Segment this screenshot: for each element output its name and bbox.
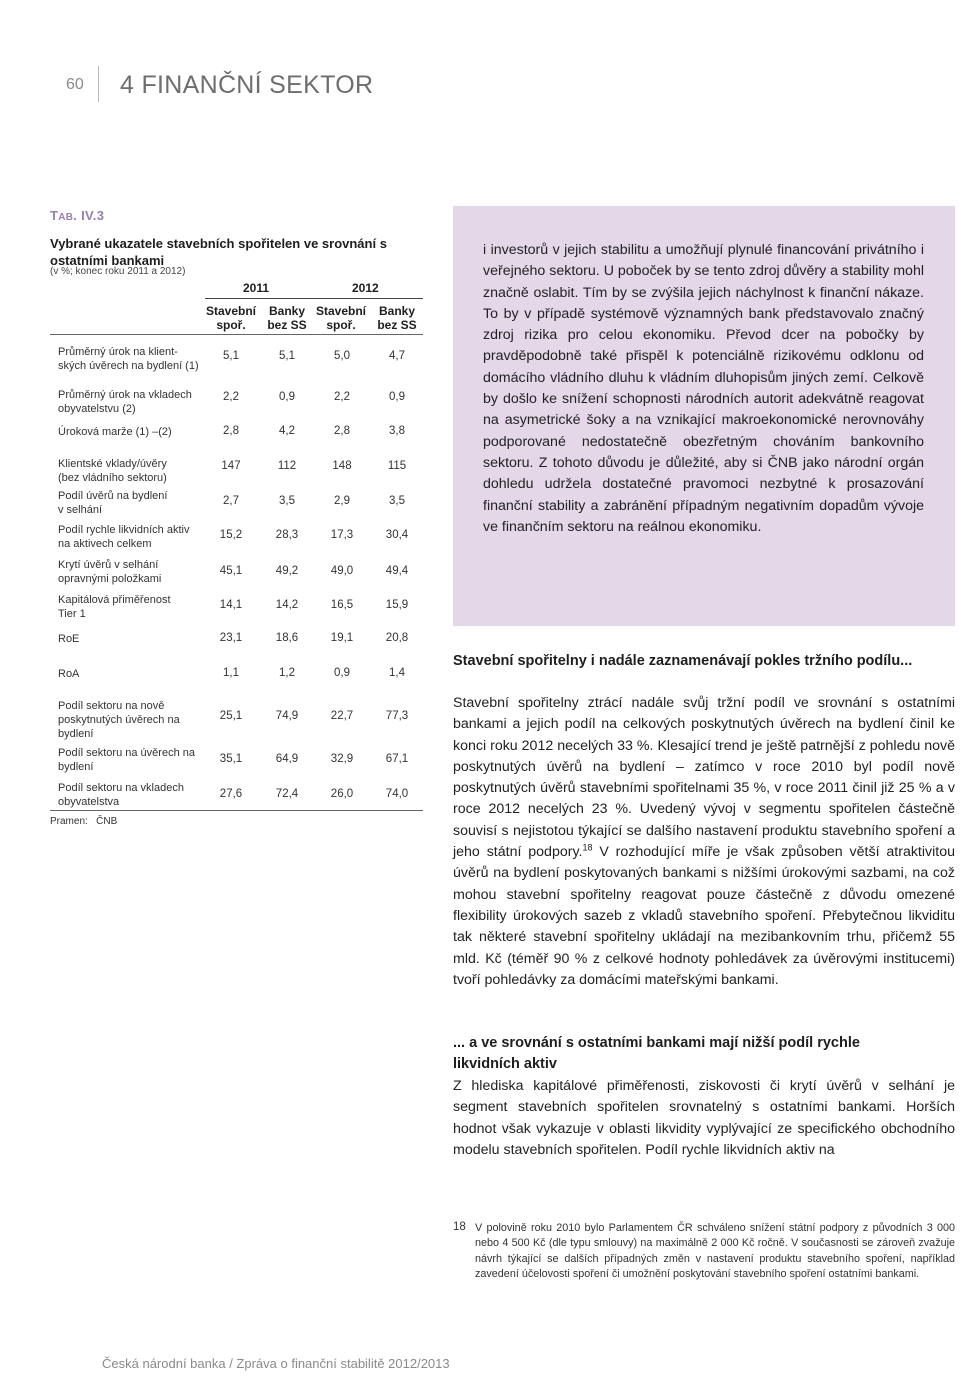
table-cell: 15,2 [219,529,243,541]
table-cell: 2,9 [334,495,350,507]
table-cell: 147 [221,460,241,472]
table-cell: 4,7 [389,350,405,362]
footnote-ref: 18 [582,842,593,853]
table-row-label: Podíl sektoru na vkladech obyvatelstva [58,782,184,808]
table-cell: 72,4 [275,788,299,800]
column-header [313,304,369,332]
body-text: Stavební spořitelny ztrácí nadále svůj tržní podíl ve srovnání s ostatními bankami a jejich podíl na celkových poskytnutých úvěrech na bydlení činil ke konci roku 2012 necelých 33 %. Klesající trend je ještě patrnější z pohledu nově poskytnutých úvěrů na bydlení – zatímco v roce 2010 byl podíl nově poskytnutých úvěrů stavebními spořitelnami 35 %, v roce 2011 činil již 25 % a v roce 2012 necelých 23 %. Uvedený vývoj v segmentu spořitelen částečně souvisí s nejistotou týkající se dalšího nastavení produktu stavebního spoření a jeho státní podpory. [453,695,955,861]
table-cell: 27,6 [219,788,243,800]
table-cell: 49,2 [275,565,299,577]
table-row-label: Podíl sektoru na nově poskytnutých úvěrech na bydlení [58,700,180,740]
table-cell: 35,1 [219,753,243,765]
section-body [453,693,955,991]
table-year-header [205,281,423,301]
table-cell: 28,3 [275,529,299,541]
body-text-continued: V rozhodující míře je však způsoben větší atraktivitou úvěrů na bydlení poskytovaných bankami s nižšími úrokovými sazbami, na což mohou stavební spořitelny reagovat pouze částečně z důvodu omezené flexibility úrokových sazeb z vkladů stavebního spoření. Přebytečnou likviditu tak některé stavební spořitelny ukládají na mezibankovním trhu, přičemž 55 mld. Kč (téměř 90 % z celkové hodnoty pohledávek za úvěrovými institucemi) tvoří pohledávky za domácími mateřskými bankami. [453,844,955,988]
table-cell: 32,9 [330,753,354,765]
table-row-label: Klientské vklady/úvěry (bez vládního sektoru) [58,458,167,484]
section-heading: Stavební spořitelny i nadále zaznamenávají pokles tržního podílu... [453,653,913,669]
table-cell: 148 [332,460,352,472]
table-cell: 30,4 [385,529,409,541]
table-cell: 1,2 [279,667,295,679]
year-divider [205,298,423,299]
table-cell: 4,2 [279,425,295,437]
footnote-text: V polovině roku 2010 bylo Parlamentem ČR schváleno snížení státní podpory z původních 3 000 nebo 4 500 Kč (dle typu smlouvy) na maximálně 2 000 Kč ročně. V současnosti se zároveň zvažuje návrh týkající se dalších případných změn v nastavení produktu stavebního spoření, například zavedení účelovosti spoření či umožnění poskytování stavebního spoření ostatními bankami. [475,1222,955,1280]
chapter-title: 4 FINANČNÍ SEKTOR [120,71,374,99]
table-row-label: Podíl sektoru na úvěrech na bydlení [58,747,195,773]
table-cell: 2,7 [223,495,239,507]
table-cell: 3,5 [389,495,405,507]
table-cell: 22,7 [330,710,354,722]
table-cell: 74,9 [275,710,299,722]
table-cell: 115 [387,460,407,472]
table-cell: 112 [277,460,297,472]
box-text: i investorů v jejich stabilitu a umožňují plynulé financování privátního i veřejného sektoru. U poboček by se tento zdroj důvěry a stability mohl značně oslabit. Tím by se zvýšila jejich náchylnost k finanční nákaze. To by v případě systémově významných bank představovalo značný zdroj rizika pro celou ekonomiku. Převod dcer na pobočky by pravděpodobně také přispěl k potenciálně rizikovému odklonu od domácího vládního dluhu k vládním dluhopisům jiných zemí. Celkově by došlo ke snížení schopnosti národních autorit adekvátně reagovat na asymetrické šoky a na vznikající makroekonomické nerovnováhy podporované nedostatečně obezřetným chováním bankovního sektoru. Z tohoto důvodu je důležité, aby si ČNB jako národní orgán dohledu udržela dostatečné pravomoci nezbytné k prosazování finanční stability a zabránění případným negativním dopadům vývoje ve finančním sektoru na reálnou ekonomiku. [483,242,924,535]
table-cell: 2,2 [334,391,350,403]
col-label: Stavební spoř. [205,304,256,332]
table-bottom-rule [50,810,423,811]
table-row-label: Krytí úvěrů v selhání opravnými položkami [58,559,162,585]
table-cell: 0,9 [334,667,350,679]
table-cell: 5,0 [334,350,350,362]
column-header [203,304,259,332]
table-cell: 1,4 [389,667,405,679]
table-source: Pramen: ČNB [50,816,118,827]
year-2011: 2011 [243,281,270,295]
table-cell: 5,1 [279,350,295,362]
table-cell: 23,1 [219,632,243,644]
table-cell: 2,2 [223,391,239,403]
table-cell: 16,5 [330,599,354,611]
table-row-label: RoE [58,633,80,645]
table-subtitle: (v %; konec roku 2011 a 2012) [50,266,186,277]
table-cell: 5,1 [223,350,239,362]
section-heading: ... a ve srovnání s ostatními bankami mají nižší podíl rychle likvidních aktiv [453,1035,860,1072]
table-row-label: RoA [58,668,80,680]
column-header [369,304,425,332]
col-label: Banky bez SS [377,304,417,332]
table-cell: 77,3 [385,710,409,722]
table-cell: 2,8 [334,425,350,437]
column-header [259,304,315,332]
table-row-label: Podíl rychle likvidních aktiv na aktivech celkem [58,524,190,550]
table-cell: 14,1 [219,599,243,611]
table-cell: 0,9 [279,391,295,403]
table-cell: 49,4 [385,565,409,577]
table-cell: 45,1 [219,565,243,577]
table-cell: 49,0 [330,565,354,577]
table-cell: 3,8 [389,425,405,437]
section-body: Z hlediska kapitálové přiměřenosti, ziskovosti či krytí úvěrů v selhání je segment stavebních spořitelen srovnatelný s ostatními bankami. Horších hodnot však vykazuje v oblasti likvidity vyplývající ze specifického obchodního modelu stavebních spořitelen. Podíl rychle likvidních aktiv na [453,1078,955,1158]
table-cell: 26,0 [330,788,354,800]
table-cell: 1,1 [223,667,239,679]
footnote-number: 18 [453,1221,466,1233]
header-divider [98,66,99,102]
table-cell: 2,8 [223,425,239,437]
table-title: Vybrané ukazatele stavebních spořitelen ve srovnání s ostatními bankami [50,236,387,268]
table-cell: 74,0 [385,788,409,800]
table-row-label: Podíl úvěrů na bydlení v selhání [58,490,168,516]
table-cell: 64,9 [275,753,299,765]
table-cell: 67,1 [385,753,409,765]
year-2012: 2012 [352,281,379,295]
table-cell: 14,2 [275,599,299,611]
table-cell: 25,1 [219,710,243,722]
table-cell: 20,8 [385,632,409,644]
table-header-rule [50,334,423,335]
col-label: Banky bez SS [267,304,307,332]
table-cell: 3,5 [279,495,295,507]
table-row-label: Průměrný úrok na vkladech obyvatelstvu (2) [58,389,192,415]
table-row-label: Úroková marže (1) –(2) [58,426,172,438]
table-cell: 19,1 [330,632,354,644]
table-row-label: Kapitálová přiměřenost Tier 1 [58,594,171,620]
col-label: Stavební spoř. [315,304,366,332]
table-label: TAB. IV.3 [50,208,105,223]
table-row-label: Průměrný úrok na klient- ských úvěrech na bydlení (1) [58,346,199,372]
table-cell: 18,6 [275,632,299,644]
table-cell: 0,9 [389,391,405,403]
page-number: 60 [66,76,84,93]
table-cell: 17,3 [330,529,354,541]
table-cell: 15,9 [385,599,409,611]
page-footer: Česká národní banka / Zpráva o finanční stabilitě 2012/2013 [102,1356,450,1371]
